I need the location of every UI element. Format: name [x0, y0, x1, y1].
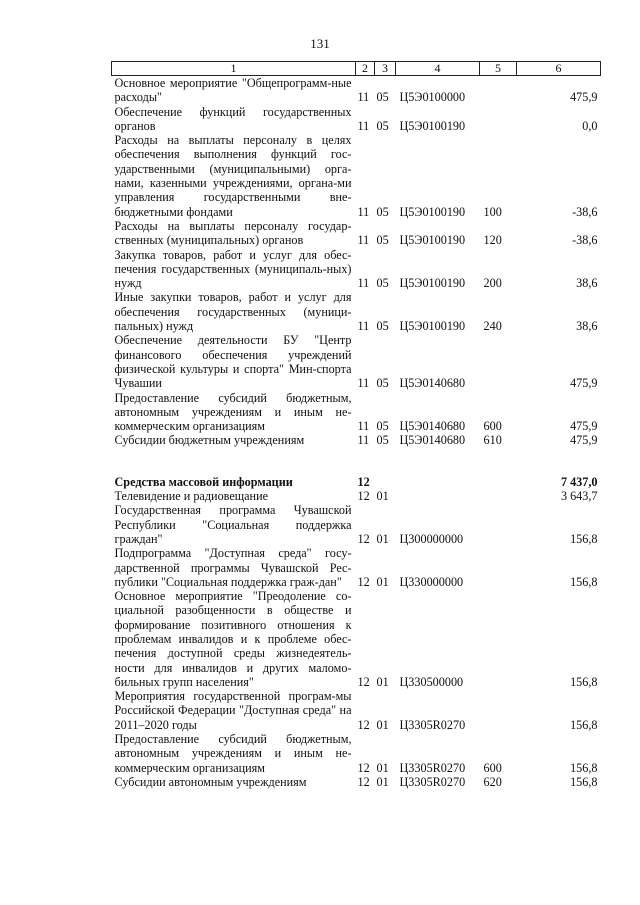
header-col-2: 2 — [356, 62, 375, 76]
subsection-code: 01 — [376, 489, 389, 504]
item-name: Обеспечение деятельности БУ "Центр финансового обеспечения учреждений физической культуры и спорта" Мин-спорта Чувашии — [114, 333, 352, 391]
expense-type-code: 120 — [483, 233, 502, 248]
table-row — [112, 105, 601, 134]
target-article-code: Ц330500000 — [399, 674, 464, 689]
section-code: 12 — [357, 531, 370, 546]
table-row — [112, 503, 601, 546]
section-name: Средства массовой информации — [114, 474, 293, 489]
section-spacer — [112, 448, 601, 475]
header-col-6: 6 — [517, 62, 601, 76]
amount: 3 643,7 — [560, 489, 598, 504]
budget-table — [111, 61, 601, 789]
amount: 156,8 — [570, 531, 598, 546]
expense-type-code: 200 — [483, 276, 502, 291]
expense-type-code — [480, 589, 517, 689]
section-code: 12 — [357, 474, 370, 489]
table-row — [112, 290, 601, 333]
section-code: 11 — [357, 90, 370, 105]
expense-type-code — [480, 105, 517, 134]
section-code: 12 — [357, 574, 370, 589]
header-row — [112, 62, 601, 76]
table-row — [112, 689, 601, 732]
item-name: Расходы на выплаты персоналу государ-ственных (муниципальных) органов — [114, 218, 352, 248]
target-article-code: Ц330000000 — [399, 574, 464, 589]
item-name: Субсидии автономным учреждениям — [114, 774, 307, 789]
subsection-code: 01 — [376, 574, 389, 589]
target-article-code: Ц5Э0100190 — [399, 118, 466, 133]
expense-type-code — [480, 333, 517, 390]
spacer-cell — [112, 448, 601, 475]
item-name: Подпрограмма "Доступная среда" госу-дарственной программы Чувашской Рес-публики "Социальная поддержка граж-дан" — [114, 546, 352, 589]
expense-type-code: 600 — [483, 419, 502, 434]
amount: -38,6 — [572, 204, 598, 219]
subsection-code: 01 — [376, 717, 389, 732]
table-row — [112, 333, 601, 390]
subsection-code: 01 — [376, 674, 389, 689]
amount: 0,0 — [582, 118, 598, 133]
table-row — [112, 219, 601, 248]
amount: 156,8 — [570, 574, 598, 589]
section-total-amount: 7 437,0 — [560, 474, 598, 489]
header-col-1: 1 — [112, 62, 356, 76]
table-body — [112, 76, 601, 790]
item-name: Основное мероприятие "Преодоление со-циальной разобщенности в обществе и формирование позитивного отношения к проблемам инвалидов и к проблеме обес-печения доступной среды жизнедеятель-ности для инвалидов и других маломо-бильных групп населения" — [114, 589, 352, 689]
subsection-code: 05 — [376, 319, 389, 334]
expense-type-code: 600 — [483, 760, 502, 775]
amount: 156,8 — [570, 717, 598, 732]
table-row — [112, 133, 601, 219]
target-article-code: Ц3305R0270 — [399, 774, 466, 789]
subsection-code: 01 — [376, 774, 389, 789]
subsection-code: 05 — [376, 90, 389, 105]
subsection-code: 05 — [376, 419, 389, 434]
target-article-code: Ц5Э0100000 — [399, 90, 466, 105]
section-code: 11 — [357, 276, 370, 291]
subsection-code: 05 — [376, 118, 389, 133]
target-article-code — [396, 489, 480, 503]
section-code: 12 — [357, 717, 370, 732]
target-article-code: Ц300000000 — [399, 531, 464, 546]
header-col-4: 4 — [396, 62, 480, 76]
expense-type-code: 610 — [483, 433, 502, 448]
section-row-mass-media — [112, 475, 601, 489]
section-code: 11 — [357, 118, 370, 133]
table-row — [112, 589, 601, 689]
expense-type-code — [480, 489, 517, 503]
target-article-code: Ц5Э0100190 — [399, 204, 466, 219]
target-article-code — [396, 475, 480, 489]
item-name: Телевидение и радиовещание — [114, 489, 268, 504]
expense-type-code: 240 — [483, 319, 502, 334]
table-row — [112, 433, 601, 447]
section-code: 12 — [357, 760, 370, 775]
amount: -38,6 — [572, 233, 598, 248]
expense-type-code — [480, 475, 517, 489]
item-name: Предоставление субсидий бюджетным, автономным учреждениям и иным не-коммерческим организациям — [114, 732, 352, 775]
item-name: Обеспечение функций государственных органов — [114, 104, 352, 133]
header-col-5: 5 — [480, 62, 517, 76]
subsection-code: 05 — [376, 204, 389, 219]
amount: 38,6 — [576, 276, 598, 291]
target-article-code: Ц5Э0100190 — [399, 276, 466, 291]
section-code: 11 — [357, 419, 370, 434]
table-row — [112, 76, 601, 105]
expense-type-code — [480, 76, 517, 105]
table-row — [112, 489, 601, 503]
section-code: 11 — [357, 204, 370, 219]
target-article-code: Ц5Э0140680 — [399, 419, 466, 434]
section-code: 12 — [357, 774, 370, 789]
target-article-code: Ц5Э0140680 — [399, 433, 466, 448]
section-code: 11 — [357, 319, 370, 334]
target-article-code: Ц5Э0100190 — [399, 319, 466, 334]
section-code: 11 — [357, 376, 370, 391]
expense-type-code — [480, 546, 517, 589]
amount: 475,9 — [570, 419, 598, 434]
table-row — [112, 391, 601, 434]
amount: 156,8 — [570, 760, 598, 775]
subsection-code: 01 — [376, 531, 389, 546]
amount: 475,9 — [570, 376, 598, 391]
subsection-code: 05 — [376, 376, 389, 391]
item-name: Расходы на выплаты персоналу в целях обеспечения выполнения функций гос-ударственными (муниципальными) орга-нами, казенными учреждениями, органа-ми управления государственными вне-бюджетными фондами — [114, 133, 352, 219]
table-row — [112, 546, 601, 589]
item-name: Закупка товаров, работ и услуг для обес-печения государственных (муниципаль-ных) нужд — [114, 247, 352, 291]
subsection-code — [375, 475, 396, 489]
expense-type-code: 100 — [483, 204, 502, 219]
target-article-code: Ц5Э0100190 — [399, 233, 466, 248]
section-code: 11 — [357, 433, 370, 448]
section-code: 11 — [357, 233, 370, 248]
table-row — [112, 248, 601, 291]
expense-type-code — [480, 503, 517, 546]
table-row — [112, 732, 601, 775]
item-name: Предоставление субсидий бюджетным, автономным учреждениям и иным не-коммерческим организациям — [114, 390, 352, 434]
subsection-code: 05 — [376, 233, 389, 248]
item-name: Иные закупки товаров, работ и услуг для обеспечения государственных (муници-пальных) нужд — [114, 290, 352, 334]
item-name: Основное мероприятие "Общепрограмм-ные расходы" — [114, 76, 352, 105]
subsection-code: 05 — [376, 433, 389, 448]
subsection-code: 05 — [376, 276, 389, 291]
item-name: Государственная программа Чувашской Республики "Социальная поддержка граждан" — [114, 503, 352, 546]
table-row — [112, 775, 601, 789]
target-article-code: Ц3305R0270 — [399, 760, 466, 775]
expense-type-code: 620 — [483, 774, 502, 789]
amount: 475,9 — [570, 90, 598, 105]
table-header — [112, 62, 601, 76]
item-name: Мероприятия государственной програм-мы Российской Федерации "Доступная среда" на 2011–2020 годы — [114, 689, 352, 732]
expense-type-code — [480, 689, 517, 732]
target-article-code: Ц5Э0140680 — [399, 376, 466, 391]
subsection-code: 01 — [376, 760, 389, 775]
amount: 475,9 — [570, 433, 598, 448]
header-col-3: 3 — [375, 62, 396, 76]
section-code: 12 — [357, 674, 370, 689]
target-article-code: Ц3305R0270 — [399, 717, 466, 732]
amount: 38,6 — [576, 319, 598, 334]
amount: 156,8 — [570, 774, 598, 789]
section-code: 12 — [357, 489, 370, 504]
item-name: Субсидии бюджетным учреждениям — [114, 433, 305, 448]
page-number: 131 — [310, 36, 330, 51]
amount: 156,8 — [570, 674, 598, 689]
